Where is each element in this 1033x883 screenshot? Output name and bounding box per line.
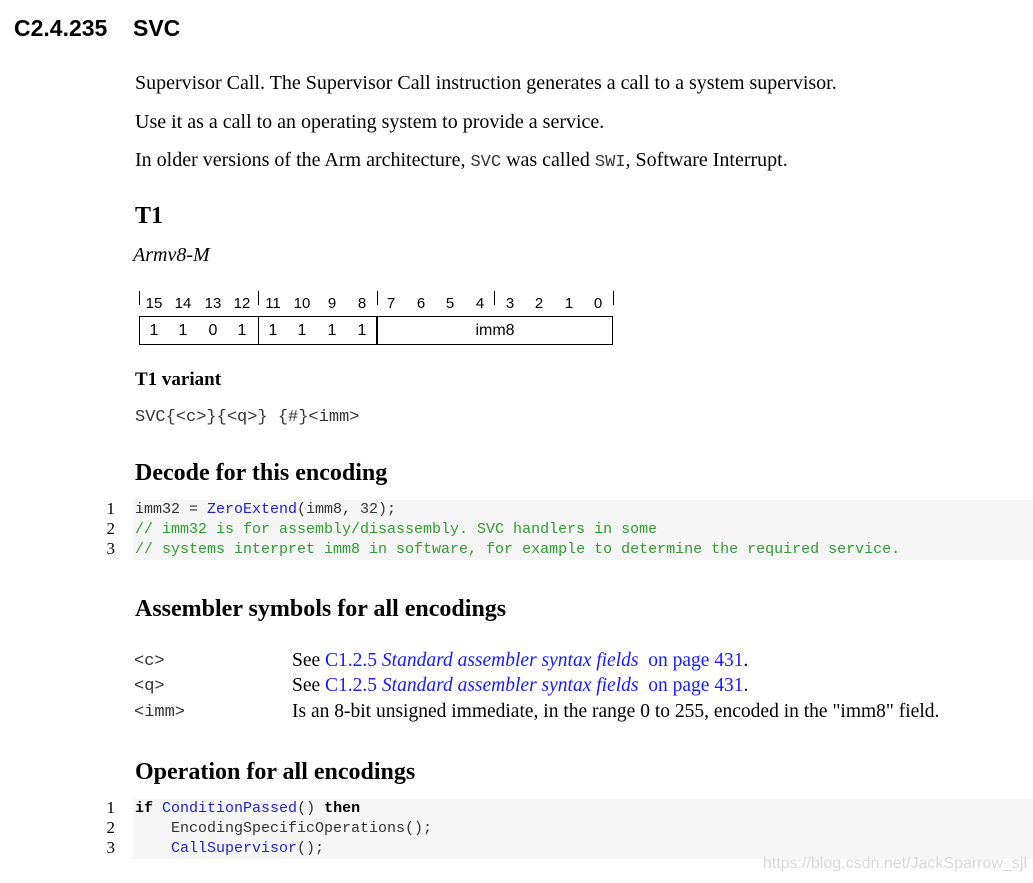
reference-link[interactable]	[325, 650, 744, 671]
bit-tick	[494, 291, 495, 305]
bit-number: 12	[233, 295, 251, 312]
intro-paragraph-1: Supervisor Call. The Supervisor Call instruction generates a call to a system supervisor.	[135, 72, 837, 94]
encoding-heading: T1	[135, 203, 164, 229]
code-text: ();	[297, 840, 325, 857]
code-indent	[135, 840, 171, 857]
bit-tick	[613, 291, 614, 305]
variant-syntax: SVC{<c>}{<q>} {#}<imm>	[135, 408, 360, 427]
operation-heading: Operation for all encodings	[135, 759, 416, 785]
symbol-c-description	[292, 650, 748, 672]
desc-text: .	[743, 650, 749, 671]
bit-number: 6	[416, 295, 426, 312]
code-text: ()	[297, 800, 325, 817]
line-number: 3	[106, 838, 115, 857]
inline-code-svc: SVC	[470, 153, 502, 172]
line-number: 2	[106, 519, 115, 538]
code-line	[135, 800, 360, 817]
assembler-heading: Assembler symbols for all encodings	[135, 596, 507, 622]
desc-text: See	[292, 675, 326, 696]
bit-value: 1	[357, 322, 367, 339]
intro-paragraph-3	[135, 149, 788, 172]
decode-heading: Decode for this encoding	[135, 460, 388, 486]
function-link-zeroextend[interactable]: ZeroExtend	[207, 501, 298, 518]
bit-value: 1	[327, 322, 337, 339]
keyword-if: if	[135, 800, 154, 817]
bit-number: 2	[534, 295, 544, 312]
code-comment-line: // systems interpret imm8 in software, for example to determine the required service.	[135, 541, 901, 558]
bit-value: 0	[208, 322, 218, 339]
link-title: Standard assembler syntax fields	[381, 675, 639, 696]
variant-heading: T1 variant	[135, 369, 222, 390]
intro-text-a: In older versions of the Arm architecture,	[135, 149, 471, 171]
link-page: on page 431	[638, 675, 744, 696]
bit-number: 9	[327, 295, 337, 312]
bit-number: 8	[357, 295, 367, 312]
bit-number: 1	[564, 295, 574, 312]
bit-number: 0	[593, 295, 603, 312]
imm8-field-label: imm8	[475, 322, 515, 339]
bit-number: 15	[145, 295, 163, 312]
code-line	[135, 840, 324, 857]
keyword-then: then	[324, 800, 361, 817]
function-link-callsupervisor[interactable]: CallSupervisor	[171, 840, 298, 857]
symbol-q: <q>	[134, 677, 165, 696]
desc-text: See	[292, 650, 326, 671]
bit-tick	[139, 291, 140, 305]
intro-paragraph-2: Use it as a call to an operating system to provide a service.	[135, 111, 605, 133]
code-comment-line: // imm32 is for assembly/disassembly. SVC handlers in some	[135, 521, 658, 538]
link-page: on page 431	[638, 650, 744, 671]
bit-value: 1	[297, 322, 307, 339]
bit-number: 4	[475, 295, 485, 312]
bit-number: 3	[505, 295, 515, 312]
field-divider	[258, 316, 260, 345]
symbol-imm: <imm>	[134, 703, 186, 722]
link-number: C1.2.5	[325, 675, 382, 696]
bit-number: 5	[445, 295, 455, 312]
line-number: 3	[106, 539, 115, 558]
line-number: 1	[106, 499, 115, 518]
bit-value: 1	[237, 322, 247, 339]
bit-tick	[258, 291, 259, 305]
watermark: https://blog.csdn.net/JackSparrow_sjl	[762, 855, 1027, 872]
code-text: imm32 =	[135, 501, 208, 518]
line-number: 1	[106, 798, 115, 817]
bit-tick	[377, 291, 378, 305]
section-title: SVC	[133, 15, 181, 41]
intro-text-c: , Software Interrupt.	[625, 149, 788, 171]
section-number: C2.4.235	[14, 15, 108, 41]
bit-number: 7	[386, 295, 396, 312]
bit-value: 1	[178, 322, 188, 339]
bit-number: 11	[265, 295, 281, 312]
code-line	[135, 501, 396, 518]
desc-text: .	[743, 675, 749, 696]
inline-code-swi: SWI	[594, 153, 626, 172]
symbol-q-description	[292, 675, 748, 697]
bit-number: 13	[204, 295, 222, 312]
bit-number: 14	[174, 295, 192, 312]
code-line: EncodingSpecificOperations();	[135, 820, 433, 837]
link-title: Standard assembler syntax fields	[381, 650, 639, 671]
intro-text-b: was called	[501, 149, 595, 171]
bit-value: 1	[149, 322, 159, 339]
symbol-c: <c>	[134, 652, 165, 671]
function-link-conditionpassed[interactable]: ConditionPassed	[162, 800, 298, 817]
reference-link[interactable]	[325, 675, 744, 696]
architecture-label: Armv8-M	[133, 244, 210, 266]
code-text: (imm8, 32);	[297, 501, 397, 518]
bit-value: 1	[268, 322, 278, 339]
bit-number: 10	[293, 295, 311, 312]
link-number: C1.2.5	[325, 650, 382, 671]
symbol-imm-description: Is an 8-bit unsigned immediate, in the range 0 to 255, encoded in the "imm8" field.	[292, 701, 940, 722]
line-number: 2	[106, 818, 115, 837]
